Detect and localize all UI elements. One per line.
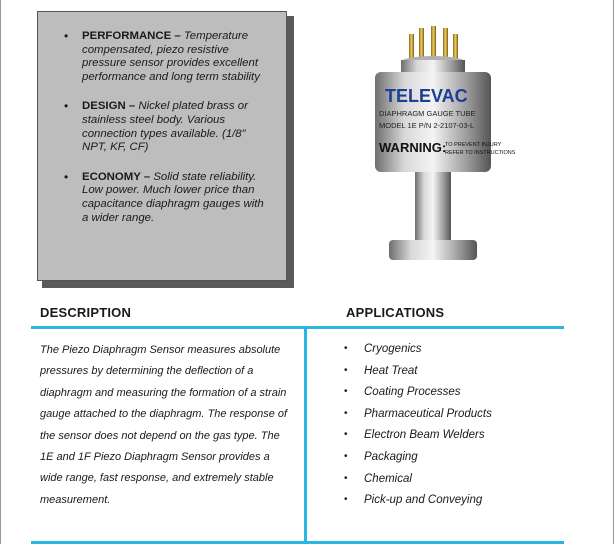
feature-body: Temperature compensated, piezo resistive pressure sensor provides excellent performance and long term stability	[82, 30, 260, 83]
application-item	[344, 383, 492, 405]
bullet-icon: •	[64, 99, 69, 114]
bullet-icon: •	[64, 29, 69, 43]
application-label: Packaging	[364, 450, 418, 463]
feature-body: Solid state reliability. Low power. Much lower price than capacitance diaphragm gauges with a wider range.	[82, 170, 264, 224]
application-item	[344, 426, 492, 448]
label-warning-note2: REFER TO INSTRUCTIONS	[445, 150, 516, 156]
gauge-tube-photo	[355, 12, 516, 282]
bullet-icon: •	[344, 343, 348, 354]
gauge-stem	[415, 172, 451, 242]
section-divider-vertical	[304, 326, 307, 543]
application-label: Chemical	[364, 472, 412, 485]
application-item	[344, 470, 492, 492]
application-item	[344, 405, 492, 427]
feature-box	[37, 11, 287, 281]
application-label: Coating Processes	[364, 386, 461, 399]
section-divider-top	[31, 326, 564, 329]
feature-lead: PERFORMANCE –	[82, 30, 181, 42]
label-line1: DIAPHRAGM GAUGE TUBE	[379, 109, 476, 118]
feature-performance	[64, 30, 266, 84]
feature-design	[64, 100, 266, 154]
connector-pins	[409, 26, 458, 60]
bullet-icon: •	[344, 429, 348, 441]
description-heading: DESCRIPTION	[40, 305, 132, 320]
bullet-icon: •	[344, 364, 348, 376]
application-item	[344, 491, 492, 513]
bullet-icon: •	[344, 472, 348, 484]
feature-lead: DESIGN –	[82, 100, 136, 113]
label-line2: MODEL 1E P/N 2-2107-03-L	[379, 121, 475, 130]
page-edge-left	[0, 0, 1, 544]
label-warning: WARNING:	[379, 140, 447, 155]
application-item	[344, 340, 492, 362]
label-warning-note1: TO PREVENT INJURY	[445, 142, 502, 148]
application-item	[344, 448, 492, 470]
feature-body: Nickel plated brass or stainless steel body. Various connection types available. (1/8” NPT, KF, CF)	[82, 100, 248, 154]
application-label: Cryogenics	[364, 343, 422, 355]
feature-economy	[64, 171, 266, 225]
application-label: Pick-up and Conveying	[364, 494, 483, 507]
application-item	[344, 362, 492, 384]
gauge-flange	[389, 240, 477, 260]
applications-list	[344, 340, 492, 513]
brand-logo: TELEVAC	[385, 86, 468, 106]
bullet-icon: •	[344, 407, 348, 419]
application-label: Pharmaceutical Products	[364, 407, 492, 420]
bullet-icon: •	[344, 386, 348, 398]
feature-list	[38, 12, 286, 225]
feature-lead: ECONOMY –	[82, 170, 151, 183]
application-label: Electron Beam Welders	[364, 429, 485, 442]
bullet-icon: •	[64, 169, 69, 184]
bullet-icon: •	[344, 450, 348, 462]
bullet-icon: •	[344, 494, 348, 506]
applications-heading: APPLICATIONS	[346, 305, 445, 320]
description-text: The Piezo Diaphragm Sensor measures absolute pressures by determining the deflection of a diaphragm and measuring the formation of a strain gauge attached to the diaphragm. The response of the sensor does not depend on the gas type. The 1E and 1F Piezo Diaphragm Sensor provides a wide range, fast response, and extremely stable measurement.	[40, 344, 288, 506]
application-label: Heat Treat	[364, 364, 418, 377]
